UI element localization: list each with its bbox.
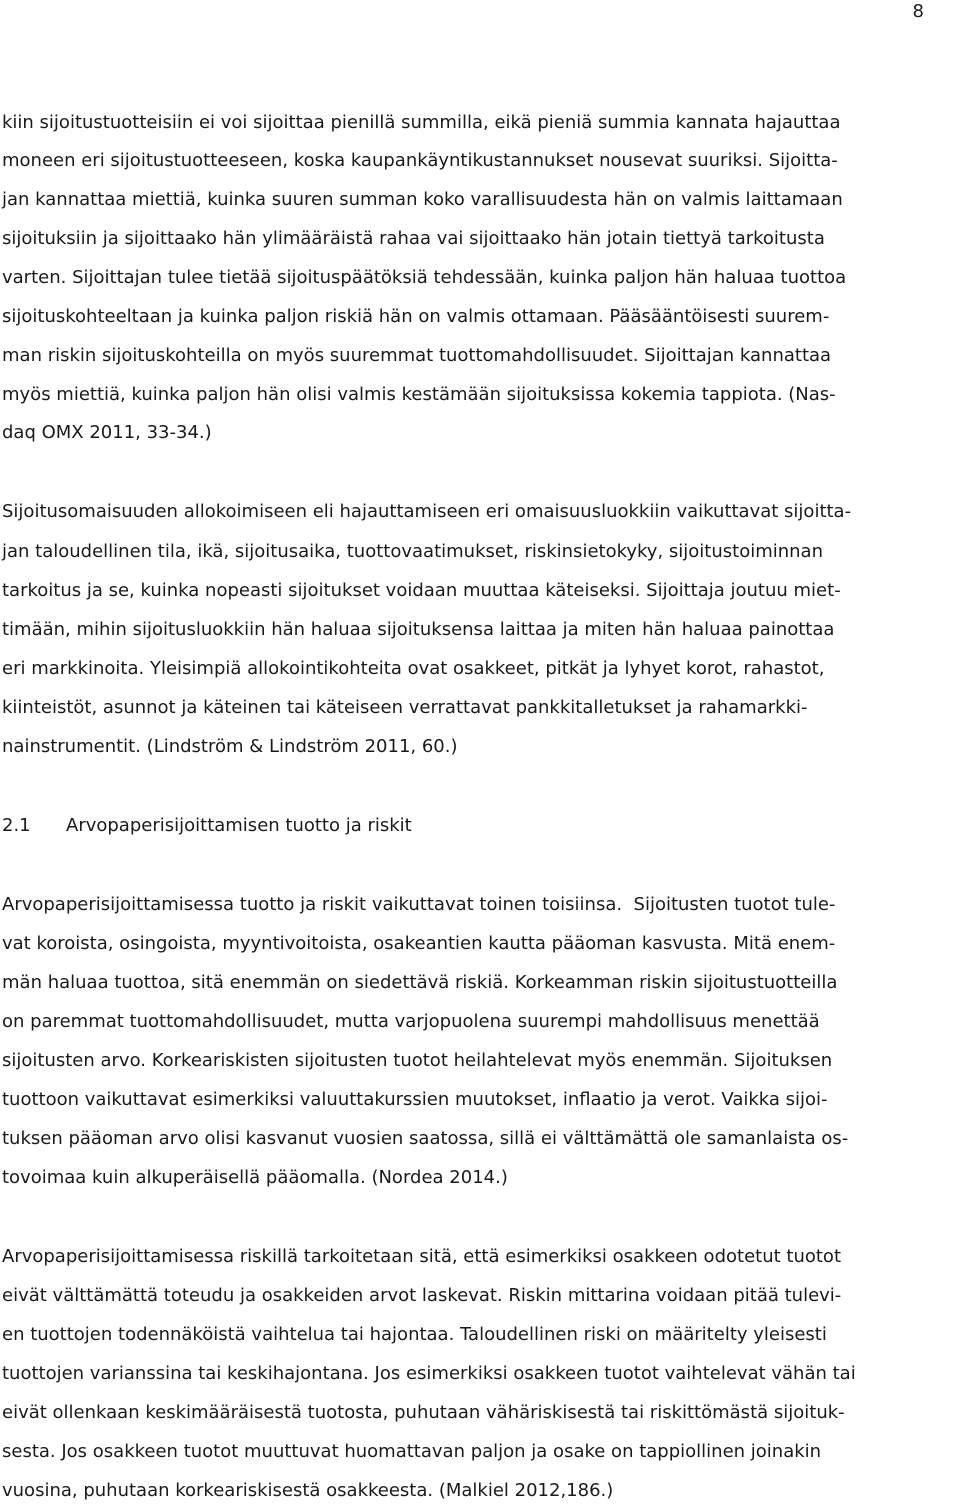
text-line: vat koroista, osingoista, myyntivoitoista, osakeantien kautta pääoman kasvusta. Mitä enem- — [2, 933, 836, 954]
text-line: Sijoitusomaisuuden allokoimiseen eli hajauttamiseen eri omaisuusluokkiin vaikuttavat sijoitta- — [2, 501, 852, 522]
text-line: jan kannattaa miettiä, kuinka suuren summan koko varallisuudesta hän on valmis laittamaan — [2, 189, 843, 210]
text-line: Arvopaperisijoittamisessa riskillä tarkoitetaan sitä, että esimerkiksi osakkeen odotetut tuotot — [2, 1246, 841, 1267]
text-line: tuottoon vaikuttavat esimerkiksi valuuttakurssien muutokset, inflaatio ja verot. Vaikka sijoi- — [2, 1089, 828, 1110]
text-line: kiin sijoitustuotteisiin ei voi sijoittaa pienillä summilla, eikä pieniä summia kannata hajauttaa — [2, 112, 841, 133]
text-line: tarkoitus ja se, kuinka nopeasti sijoitukset voidaan muuttaa käteiseksi. Sijoittaja joutuu miet- — [2, 580, 841, 601]
text-line: kiinteistöt, asunnot ja käteinen tai käteiseen verrattavat pankkitalletukset ja rahamarkki- — [2, 697, 808, 718]
text-line: vuosina, puhutaan korkeariskisestä osakkeesta. (Malkiel 2012,186.) — [2, 1480, 614, 1501]
text-line: varten. Sijoittajan tulee tietää sijoituspäätöksiä tehdessään, kuinka paljon hän haluaa tuottoa — [2, 267, 847, 288]
text-line: daq OMX 2011, 33-34.) — [2, 422, 212, 443]
text-line: män haluaa tuottoa, sitä enemmän on siedettävä riskiä. Korkeamman riskin sijoitustuotteilla — [2, 972, 838, 993]
section-title: Arvopaperisijoittamisen tuotto ja riskit — [66, 815, 412, 836]
text-line: Arvopaperisijoittamisessa tuotto ja riskit vaikuttavat toinen toisiinsa. Sijoitusten tuotot tule- — [2, 894, 836, 915]
text-line: tovoimaa kuin alkuperäisellä pääomalla. (Nordea 2014.) — [2, 1167, 508, 1188]
page-number: 8 — [912, 1, 924, 22]
text-line: moneen eri sijoitustuotteeseen, koska kaupankäyntikustannukset nousevat suuriksi. Sijoitta- — [2, 150, 838, 171]
text-line: sijoituksiin ja sijoittaako hän ylimääräistä rahaa vai sijoittaako hän jotain tiettyä tarkoitusta — [2, 228, 825, 249]
text-line: eivät ollenkaan keskimääräisestä tuotosta, puhutaan vähäriskisestä tai riskittömästä sijoituk- — [2, 1402, 845, 1423]
text-line: sesta. Jos osakkeen tuotot muuttuvat huomattavan paljon ja osake on tappiollinen joinakin — [2, 1441, 822, 1462]
text-line: sijoituskohteeltaan ja kuinka paljon riskiä hän on valmis ottamaan. Pääsääntöisesti suurem- — [2, 306, 830, 327]
text-line: nainstrumentit. (Lindström & Lindström 2011, 60.) — [2, 736, 458, 757]
text-line: man riskin sijoituskohteilla on myös suuremmat tuottomahdollisuudet. Sijoittajan kannattaa — [2, 345, 832, 366]
section-number: 2.1 — [2, 815, 31, 836]
text-line: jan taloudellinen tila, ikä, sijoitusaika, tuottovaatimukset, riskinsietokyky, sijoitustoiminnan — [2, 541, 823, 562]
text-line: sijoitusten arvo. Korkeariskisten sijoitusten tuotot heilahtelevat myös enemmän. Sijoituksen — [2, 1050, 833, 1071]
text-line: timään, mihin sijoitusluokkiin hän haluaa sijoituksensa laittaa ja miten hän haluaa painottaa — [2, 619, 835, 640]
text-line: eivät välttämättä toteudu ja osakkeiden arvot laskevat. Riskin mittarina voidaan pitää tulevi- — [2, 1285, 842, 1306]
text-line: tuottojen varianssina tai keskihajontana. Jos esimerkiksi osakkeen tuotot vaihtelevat vähän tai — [2, 1363, 856, 1384]
text-line: tuksen pääoman arvo olisi kasvanut vuosien saatossa, sillä ei välttämättä ole samanlaista os- — [2, 1128, 849, 1149]
text-line: eri markkinoita. Yleisimpiä allokointikohteita ovat osakkeet, pitkät ja lyhyet korot, rahastot, — [2, 658, 825, 679]
text-line: on paremmat tuottomahdollisuudet, mutta varjopuolena suurempi mahdollisuus menettää — [2, 1011, 820, 1032]
text-line: en tuottojen todennäköistä vaihtelua tai hajontaa. Taloudellinen riski on määritelty yleisesti — [2, 1324, 827, 1345]
text-line: myös miettiä, kuinka paljon hän olisi valmis kestämään sijoituksissa kokemia tappiota. (Nas- — [2, 384, 836, 405]
